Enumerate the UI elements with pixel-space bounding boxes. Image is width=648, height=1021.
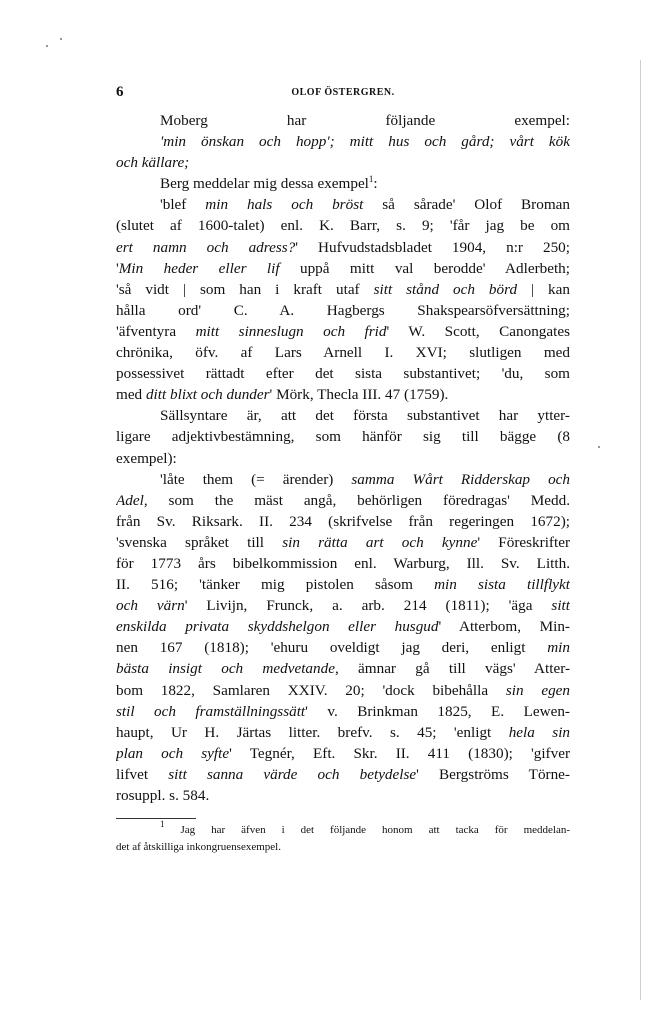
italic-text: sitt xyxy=(551,597,570,615)
italic-text: ditt blixt och dunder xyxy=(145,386,270,404)
text-line xyxy=(116,215,570,236)
text-span: , som the mäst angå, behörligen föredragas' Medd. xyxy=(143,491,570,509)
text-line xyxy=(116,511,570,532)
italic-text: Adel xyxy=(116,491,144,509)
body-text xyxy=(116,110,570,806)
paragraph xyxy=(116,110,570,173)
text-span: från Sv. Riksark. II. 234 (skrifvelse från regeringen 1672); xyxy=(116,512,570,530)
italic-text: mitt sinneslugn och frid xyxy=(195,322,387,340)
italic-text: samma Wårt Ridderskap och xyxy=(351,470,570,488)
text-line xyxy=(116,300,570,321)
running-title: OLOF ÖSTERGREN. xyxy=(291,87,395,98)
text-line xyxy=(116,194,570,215)
text-line xyxy=(116,616,570,637)
text-span: Berg meddelar mig dessa exempel xyxy=(160,175,369,193)
italic-text: bästa insigt och medvetande xyxy=(116,660,335,678)
italic-text: Min heder eller lif xyxy=(118,259,280,277)
text-line xyxy=(116,743,570,764)
text-line xyxy=(116,595,570,616)
text-line xyxy=(116,785,570,806)
text-line xyxy=(116,469,570,490)
text-span: (slutet af 1600-talet) enl. K. Barr, s. 9; 'får jag be om xyxy=(116,217,570,235)
text-line xyxy=(116,384,570,405)
text-span: ' W. Scott, Canongates xyxy=(386,322,570,340)
text-line xyxy=(116,553,570,574)
text-line xyxy=(116,680,570,701)
footnote-rule xyxy=(116,818,196,819)
text-line xyxy=(116,637,570,658)
text-line xyxy=(116,405,570,426)
text-span: Moberg har följande exempel: xyxy=(160,112,570,129)
text-line xyxy=(116,764,570,785)
italic-text: sin egen xyxy=(505,681,570,699)
text-span: så sårade' Olof Broman xyxy=(363,196,570,214)
speck xyxy=(60,38,62,40)
paragraph xyxy=(116,469,570,807)
text-span: 'så vidt | som han i kraft utaf xyxy=(116,280,374,298)
italic-text: min xyxy=(547,639,570,657)
text-line xyxy=(116,839,570,856)
italic-text: och värn xyxy=(116,597,185,615)
text-span: 'svenska språket till xyxy=(116,533,283,551)
text-span: uppå mitt val berodde' Adlerbeth; xyxy=(279,259,570,277)
text-line xyxy=(116,152,570,173)
page-number: 6 xyxy=(116,84,124,100)
text-span: lifvet xyxy=(116,765,169,783)
speck xyxy=(46,45,48,47)
text-span: ' Föreskrifter xyxy=(477,533,570,551)
text-line xyxy=(116,363,570,384)
text-line xyxy=(116,321,570,342)
text-line xyxy=(116,258,570,279)
page-edge-line xyxy=(640,60,641,1000)
paragraph xyxy=(116,405,570,468)
text-line xyxy=(116,342,570,363)
text-span: ' xyxy=(116,259,119,277)
text-span: ' Mörk, Thecla III. 47 (1759). xyxy=(269,386,449,404)
text-line xyxy=(116,722,570,743)
italic-text: ert namn och adress? xyxy=(116,238,296,256)
italic-text: hela sin xyxy=(508,723,570,741)
text-line xyxy=(116,426,570,447)
text-span: 'blef xyxy=(160,196,206,214)
text-span: 'låte them (= ärender) xyxy=(160,470,352,488)
text-span: exempel): xyxy=(116,449,177,467)
text-span: Sällsyntare är, att det första substantivet har ytter- xyxy=(160,407,570,425)
italic-text: sin rätta art och kynne xyxy=(282,533,478,551)
speck xyxy=(598,446,600,448)
text-span: possessivet rättadt efter det sista substantivet; 'du, som xyxy=(116,365,570,383)
footnote-marker: 1 xyxy=(368,174,374,185)
footnote-marker: 1 xyxy=(160,819,165,829)
text-line xyxy=(116,701,570,722)
text-span: ' Bergströms Törne- xyxy=(416,765,570,783)
text-span: 'äfventyra xyxy=(116,322,196,340)
text-span: ' Tegnér, Eft. Skr. II. 411 (1830); 'gifver xyxy=(229,744,570,762)
text-span: det af åtskilliga inkongruensexempel. xyxy=(116,841,281,853)
italic-text: 'min önskan och hopp'; mitt hus och gård; vårt kök xyxy=(160,133,570,151)
text-line xyxy=(116,819,570,839)
text-line xyxy=(116,574,570,595)
italic-text: min hals och bröst xyxy=(205,196,364,214)
text-span: rosuppl. s. 584. xyxy=(116,787,210,804)
text-line xyxy=(116,279,570,300)
paragraph xyxy=(116,173,570,405)
italic-text: stil och framställningssätt xyxy=(116,702,306,720)
footnotes xyxy=(116,819,570,856)
text-span: ligare adjektivbestämning, som hänför sig till bägge (8 xyxy=(116,428,570,446)
text-span: chrönika, öfv. af Lars Arnell I. XVI; slutligen med xyxy=(116,344,570,362)
text-span: II. 516; 'tänker mig pistolen såsom xyxy=(116,576,435,594)
page-header xyxy=(116,84,570,102)
italic-text: plan och syfte xyxy=(116,744,230,762)
text-span: nen 167 (1818); 'ehuru oveldigt jag deri, enligt xyxy=(116,639,548,657)
text-span: Jag har äfven i det följande honom att tacka för meddelan- xyxy=(164,824,570,836)
italic-text: sitt sanna värde och betydelse xyxy=(168,765,417,783)
text-span: för 1773 års bibelkommission enl. Warburg, Ill. Sv. Litth. xyxy=(116,554,570,572)
text-span: ' Atterbom, Min- xyxy=(438,618,570,636)
italic-text: min sista tillflykt xyxy=(434,576,570,594)
text-span: ' v. Brinkman 1825, E. Lewen- xyxy=(305,702,570,720)
text-line xyxy=(116,532,570,553)
text-span: | kan xyxy=(517,280,570,298)
text-line xyxy=(116,490,570,511)
text-line xyxy=(116,131,570,152)
text-span: haupt, Ur H. Järtas litter. brefv. s. 45; 'enligt xyxy=(116,723,509,741)
text-span: ' Hufvudstadsbladet 1904, n:r 250; xyxy=(295,238,570,256)
text-span: ' Livijn, Frunck, a. arb. 214 (1811); 'äga xyxy=(184,597,552,615)
text-line xyxy=(116,173,570,194)
text-span: hålla ord' C. A. Hagbergs Shakspearsöfversättning; xyxy=(116,301,570,319)
text-line xyxy=(116,658,570,679)
text-span: med xyxy=(116,386,146,404)
text-line xyxy=(116,237,570,258)
text-line xyxy=(116,448,570,469)
italic-text: sitt stånd och börd xyxy=(373,280,518,298)
text-line xyxy=(116,110,570,131)
text-span: : xyxy=(373,175,378,193)
text-span: bom 1822, Samlaren XXIV. 20; 'dock bibehålla xyxy=(116,681,506,699)
text-span: , ämnar gå till vägs' Atter- xyxy=(334,660,570,678)
italic-text: enskilda privata skyddshelgon eller husgud xyxy=(116,618,439,636)
italic-text: och källare; xyxy=(116,154,190,172)
footnote xyxy=(116,819,570,856)
